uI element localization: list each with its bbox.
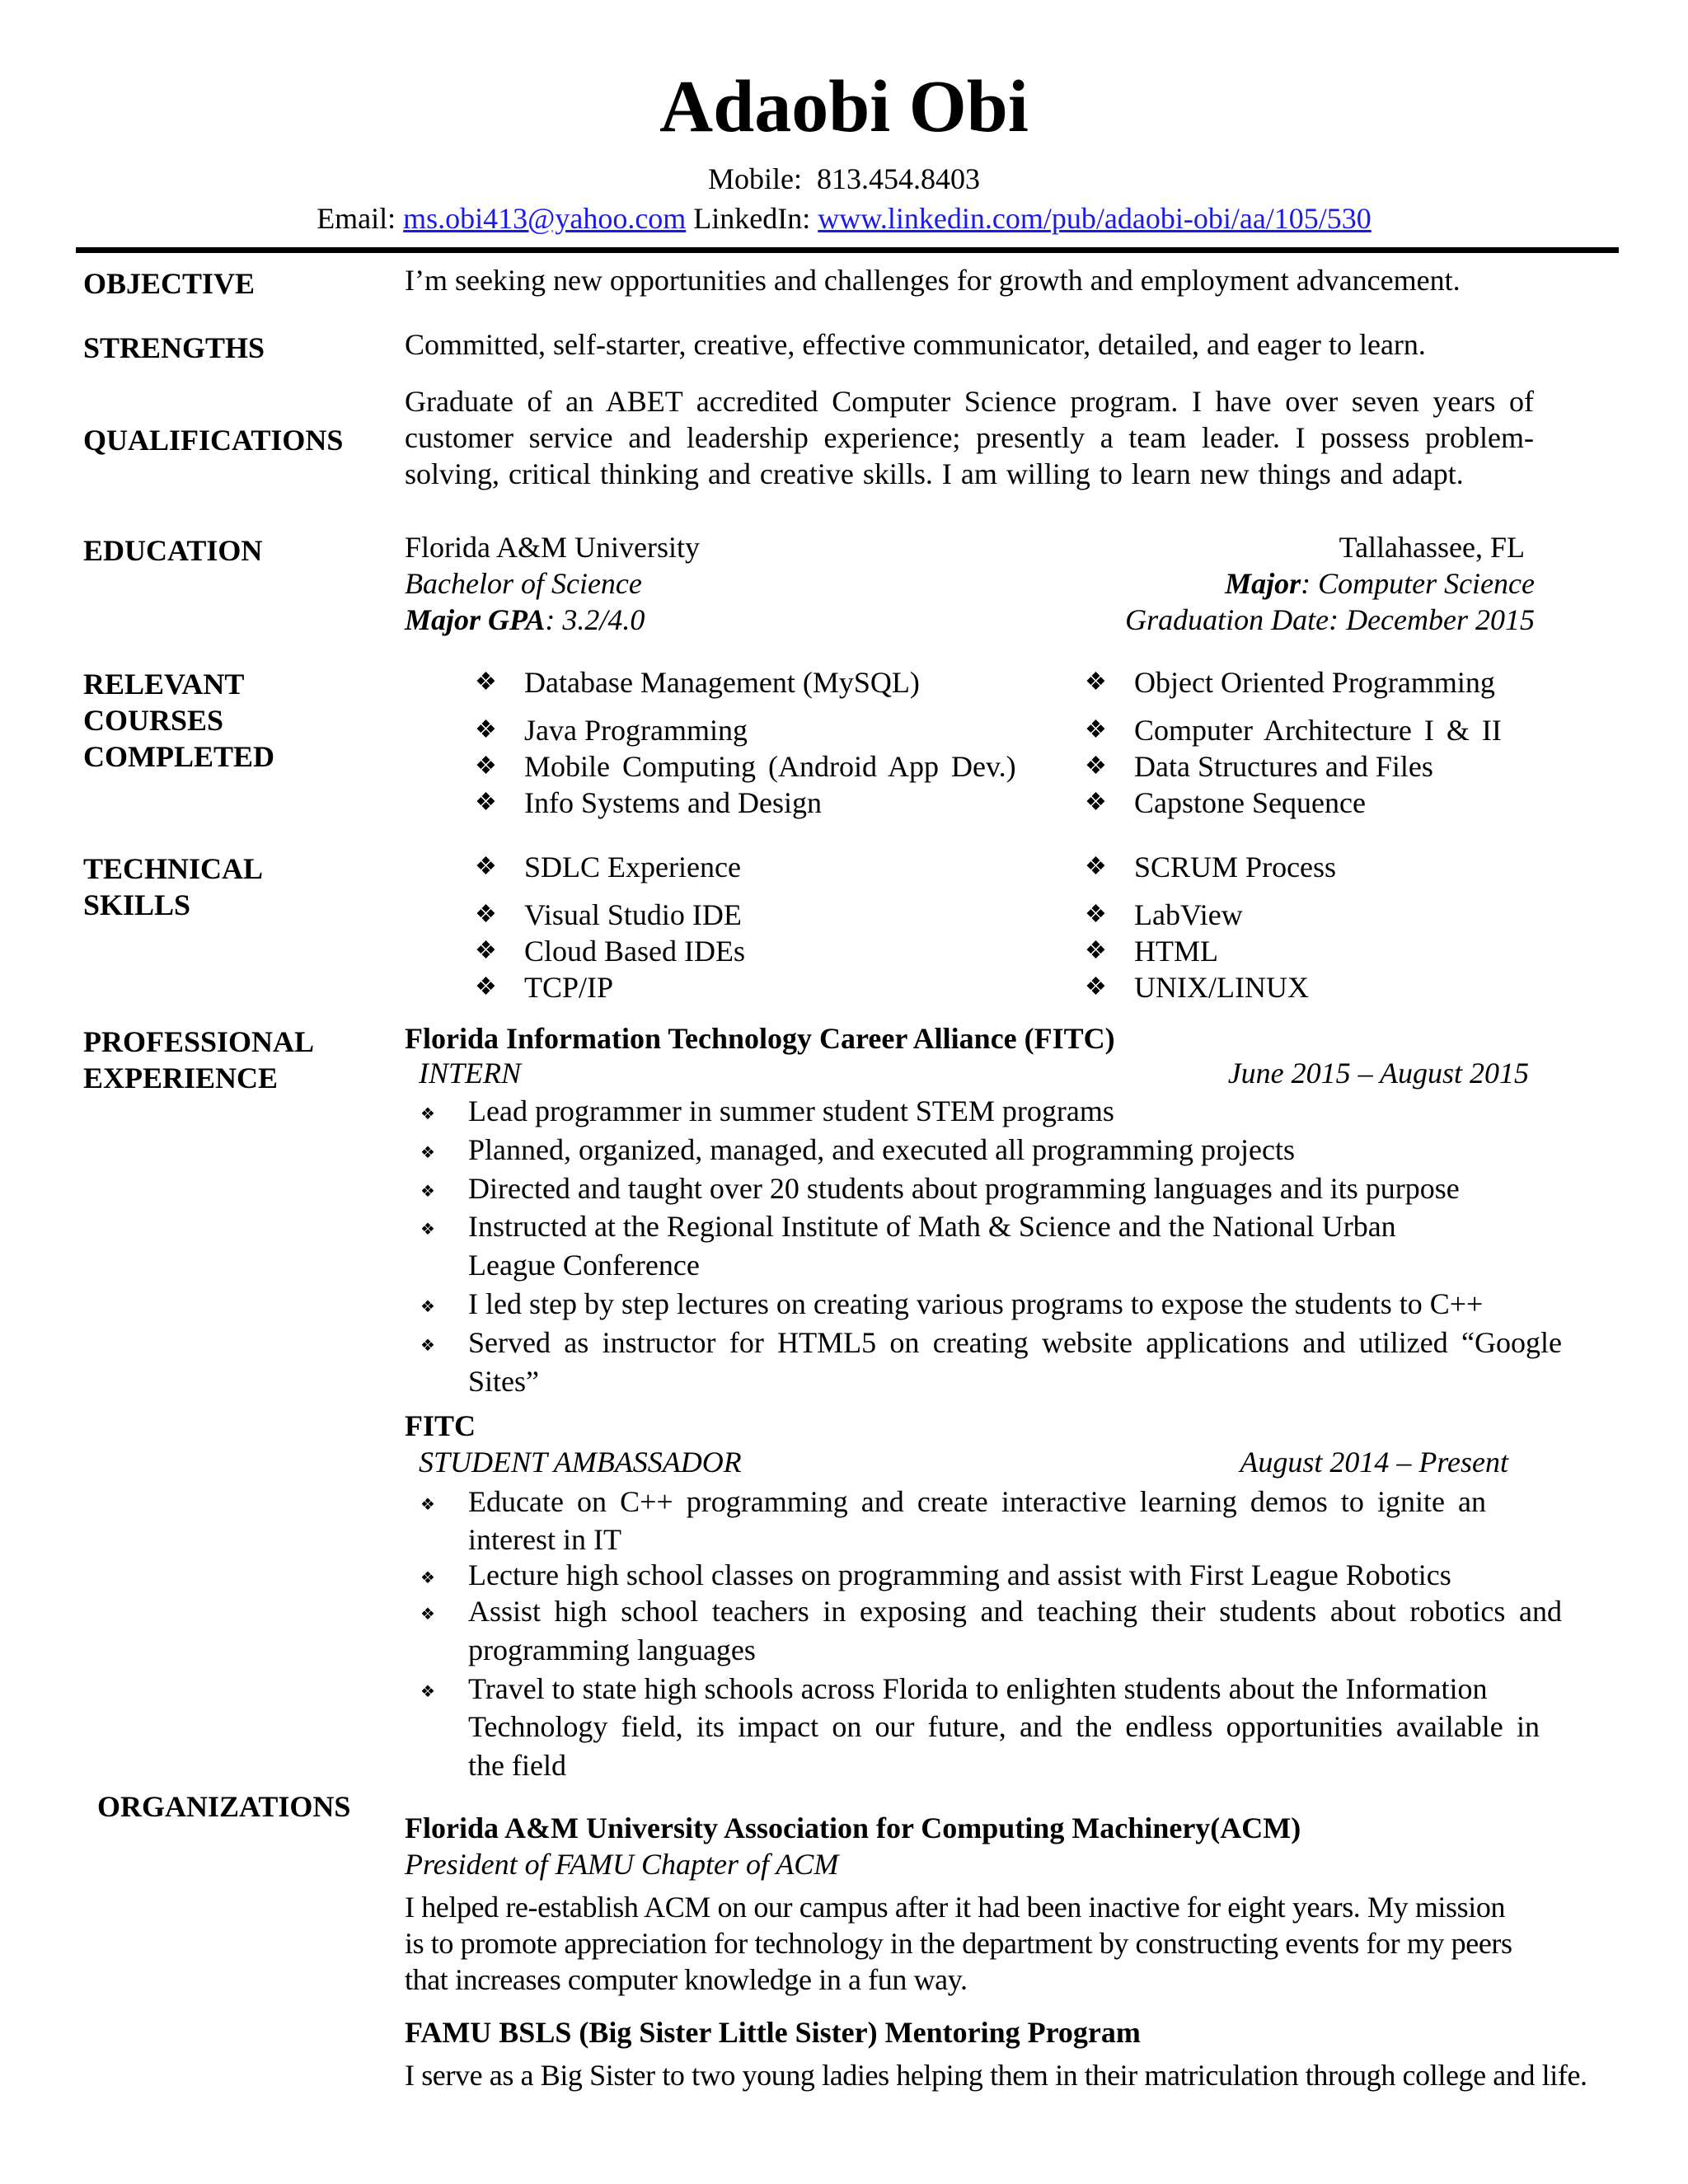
skill-item: TCP/IP xyxy=(524,971,614,1004)
skill-item: SCRUM Process xyxy=(1134,851,1337,883)
qualifications-line: Graduate of an ABET accredited Computer Science program. I have over seven years of xyxy=(405,385,1534,418)
mobile-label: Mobile: xyxy=(708,162,802,195)
courses-heading: COURSES xyxy=(83,704,224,737)
qualifications-line: solving, critical thinking and creative skills. I am willing to learn new things and adapt. xyxy=(405,457,1464,490)
education-heading: EDUCATION xyxy=(83,534,263,567)
experience-heading: PROFESSIONAL xyxy=(83,1025,315,1058)
job-bullet: Served as instructor for HTML5 on creating website applications and utilized “Google xyxy=(468,1326,1562,1359)
course-item: Computer Architecture I & II xyxy=(1134,714,1502,747)
candidate-name: Adaobi Obi xyxy=(659,66,1029,148)
diamond-bullet-icon: ❖ xyxy=(1085,789,1107,816)
job-bullet: Instructed at the Regional Institute of Math & Science and the National Urban xyxy=(468,1210,1396,1243)
job-bullet: Educate on C++ programming and create interactive learning demos to ignite an xyxy=(468,1485,1486,1518)
mobile-line xyxy=(0,162,1688,196)
skill-item: UNIX/LINUX xyxy=(1134,971,1309,1004)
strengths-heading: STRENGTHS xyxy=(83,331,265,364)
diamond-bullet-icon: ❖ xyxy=(1085,973,1107,1001)
education-degree: Bachelor of Science xyxy=(405,567,642,600)
diamond-bullet-icon: ❖ xyxy=(1085,901,1107,928)
strengths-text: Committed, self-starter, creative, effective communicator, detailed, and eager to learn. xyxy=(405,328,1426,361)
diamond-bullet-icon: ❖ xyxy=(475,901,497,928)
diamond-bullet-icon: ❖ xyxy=(420,1298,435,1316)
job-bullet: Lead programmer in summer student STEM programs xyxy=(468,1094,1114,1127)
diamond-bullet-icon: ❖ xyxy=(420,1221,435,1239)
course-item: Mobile Computing (Android App Dev.) xyxy=(524,750,1016,783)
linkedin-label: LinkedIn: xyxy=(693,202,811,235)
organization-description: is to promote appreciation for technology in the department by constructing events for my peers xyxy=(405,1927,1512,1960)
job-organization: Florida Information Technology Career Alliance (FITC) xyxy=(405,1022,1115,1055)
diamond-bullet-icon: ❖ xyxy=(420,1496,435,1514)
diamond-bullet-icon: ❖ xyxy=(1085,853,1107,880)
organization-name: FAMU BSLS (Big Sister Little Sister) Mentoring Program xyxy=(405,2016,1141,2049)
job-bullet-continued: programming languages xyxy=(468,1633,756,1666)
objective-heading: OBJECTIVE xyxy=(83,267,256,300)
diamond-bullet-icon: ❖ xyxy=(420,1144,435,1162)
organization-name: Florida A&M University Association for Computing Machinery(ACM) xyxy=(405,1811,1301,1844)
header-divider xyxy=(76,247,1619,253)
organization-description: I serve as a Big Sister to two young ladies helping them in their matriculation through college and life. xyxy=(405,2059,1587,2092)
skill-item: Cloud Based IDEs xyxy=(524,935,745,968)
diamond-bullet-icon: ❖ xyxy=(475,853,497,880)
job-bullet: Travel to state high schools across Florida to enlighten students about the Information xyxy=(468,1672,1488,1705)
skill-item: LabView xyxy=(1134,898,1243,931)
gpa-value: : 3.2/4.0 xyxy=(545,603,645,636)
diamond-bullet-icon: ❖ xyxy=(420,1683,435,1701)
education-major xyxy=(989,565,1535,602)
education-graduation: Graduation Date: December 2015 xyxy=(1125,603,1535,636)
course-item: Capstone Sequence xyxy=(1134,786,1366,819)
courses-heading: RELEVANT xyxy=(83,668,245,701)
diamond-bullet-icon: ❖ xyxy=(1085,716,1107,743)
education-location: Tallahassee, FL xyxy=(1339,531,1525,564)
diamond-bullet-icon: ❖ xyxy=(420,1337,435,1355)
job-dates: August 2014 – Present xyxy=(1240,1446,1508,1479)
linkedin-link[interactable]: www.linkedin.com/pub/adaobi-obi/aa/105/530 xyxy=(818,202,1372,235)
organization-role: President of FAMU Chapter of ACM xyxy=(405,1848,839,1881)
qualifications-heading: QUALIFICATIONS xyxy=(83,424,344,457)
job-bullet: Planned, organized, managed, and executed all programming projects xyxy=(468,1133,1295,1166)
course-item: Info Systems and Design xyxy=(524,786,822,819)
diamond-bullet-icon: ❖ xyxy=(1085,752,1107,780)
job-bullet: Directed and taught over 20 students about programming languages and its purpose xyxy=(468,1172,1460,1205)
major-value: : Computer Science xyxy=(1301,567,1535,600)
major-label: Major xyxy=(1225,567,1301,600)
skills-heading: TECHNICAL xyxy=(83,852,264,885)
diamond-bullet-icon: ❖ xyxy=(1085,937,1107,964)
email-link[interactable]: ms.obi413@yahoo.com xyxy=(403,202,687,235)
diamond-bullet-icon: ❖ xyxy=(475,937,497,964)
diamond-bullet-icon: ❖ xyxy=(475,752,497,780)
job-bullet-continued: interest in IT xyxy=(468,1523,621,1556)
job-bullet-continued: Sites” xyxy=(468,1365,539,1398)
mobile-number: 813.454.8403 xyxy=(817,162,980,195)
diamond-bullet-icon: ❖ xyxy=(475,716,497,743)
organization-description: I helped re-establish ACM on our campus after it had been inactive for eight years. My mission xyxy=(405,1891,1506,1924)
objective-text: I’m seeking new opportunities and challenges for growth and employment advancement. xyxy=(405,264,1461,297)
gpa-label: Major GPA xyxy=(405,603,546,636)
qualifications-line: customer service and leadership experience; presently a team leader. I possess problem- xyxy=(405,421,1534,454)
job-bullet-continued: Technology field, its impact on our future, and the endless opportunities available in xyxy=(468,1710,1540,1743)
course-item: Object Oriented Programming xyxy=(1134,666,1495,699)
diamond-bullet-icon: ❖ xyxy=(475,973,497,1001)
education-school: Florida A&M University xyxy=(405,531,700,564)
skill-item: Visual Studio IDE xyxy=(524,898,742,931)
course-item: Database Management (MySQL) xyxy=(524,666,920,699)
courses-heading: COMPLETED xyxy=(83,740,275,773)
education-gpa xyxy=(405,602,645,638)
course-item: Data Structures and Files xyxy=(1134,750,1433,783)
job-bullet-continued: the field xyxy=(468,1749,566,1782)
job-bullet: Assist high school teachers in exposing and teaching their students about robotics and xyxy=(468,1595,1562,1628)
experience-heading: EXPERIENCE xyxy=(83,1062,279,1094)
job-bullet: Lecture high school classes on programming and assist with First League Robotics xyxy=(468,1558,1451,1591)
organizations-heading: ORGANIZATIONS xyxy=(97,1790,351,1823)
diamond-bullet-icon: ❖ xyxy=(475,668,497,696)
job-bullet-continued: League Conference xyxy=(468,1249,700,1282)
job-organization: FITC xyxy=(405,1409,476,1442)
email-label: Email: xyxy=(316,202,396,235)
job-dates: June 2015 – August 2015 xyxy=(1227,1057,1529,1090)
skills-heading: SKILLS xyxy=(83,888,191,921)
skill-item: HTML xyxy=(1134,935,1218,968)
job-bullet: I led step by step lectures on creating various programs to expose the students to C++ xyxy=(468,1287,1484,1320)
diamond-bullet-icon: ❖ xyxy=(420,1569,435,1587)
job-title: INTERN xyxy=(419,1057,522,1090)
job-title: STUDENT AMBASSADOR xyxy=(419,1446,742,1479)
organization-description: that increases computer knowledge in a fun way. xyxy=(405,1963,968,1996)
diamond-bullet-icon: ❖ xyxy=(1085,668,1107,696)
email-linkedin-line xyxy=(0,201,1688,236)
diamond-bullet-icon: ❖ xyxy=(420,1105,435,1123)
diamond-bullet-icon: ❖ xyxy=(420,1605,435,1624)
diamond-bullet-icon: ❖ xyxy=(475,789,497,816)
diamond-bullet-icon: ❖ xyxy=(420,1183,435,1201)
course-item: Java Programming xyxy=(524,714,748,747)
skill-item: SDLC Experience xyxy=(524,851,741,883)
